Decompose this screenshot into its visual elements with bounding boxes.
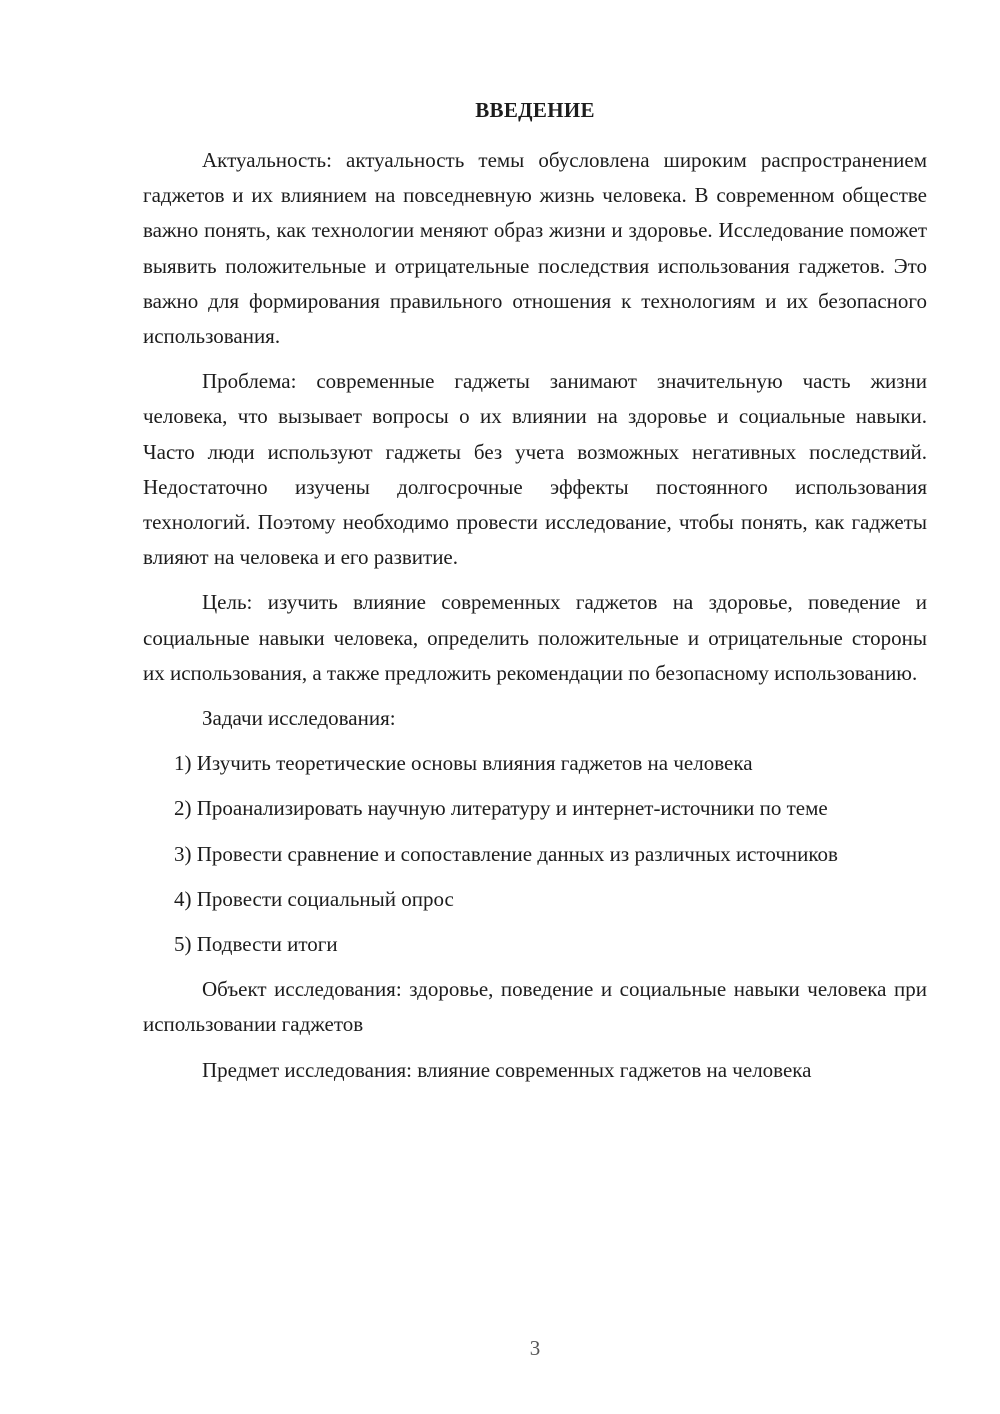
page-title: ВВЕДЕНИЕ: [475, 98, 595, 122]
paragraph-object: Объект исследования: здоровье, поведение и социальные навыки человека при использовании гаджетов: [143, 977, 927, 1037]
task-item-2: 2) Проанализировать научную литературу и интернет-источники по теме: [174, 796, 828, 821]
paragraph-goal: Цель: изучить влияние современных гаджетов на здоровье, поведение и социальные навыки человека, определить положительные и отрицательные стороны их использования, а также предложить рекомендации по безопасному использованию.: [143, 590, 927, 685]
paragraph-subject: Предмет исследования: влияние современных гаджетов на человека: [202, 1057, 812, 1082]
task-item-5: 5) Подвести итоги: [174, 932, 338, 957]
task-item-3: 3) Провести сравнение и сопоставление данных из различных источников: [174, 841, 838, 866]
tasks-heading: Задачи исследования:: [202, 706, 396, 731]
paragraph-problem: Проблема: современные гаджеты занимают значительную часть жизни человека, что вызывает вопросы о их влиянии на здоровье и социальные навыки. Часто люди используют гаджеты без учета возможных негативных последствий. Недостаточно изучены долгосрочные эффекты постоянного использования технологий. Поэтому необходимо провести исследование, чтобы понять, как гаджеты влияют на человека и его развитие.: [143, 369, 927, 570]
paragraph-relevance: Актуальность: актуальность темы обусловлена широким распространением гаджетов и их влиянием на повседневную жизнь человека. В современном обществе важно понять, как технологии меняют образ жизни и здоровье. Исследование поможет выявить положительные и отрицательные последствия использования гаджетов. Это важно для формирования правильного отношения к технологиям и их безопасного использования.: [143, 148, 927, 349]
page-number: 3: [529, 1336, 541, 1360]
task-item-4: 4) Провести социальный опрос: [174, 886, 454, 911]
document-body: [143, 143, 927, 1098]
task-item-1: 1) Изучить теоретические основы влияния гаджетов на человека: [174, 751, 753, 776]
document-page: [143, 0, 927, 1414]
